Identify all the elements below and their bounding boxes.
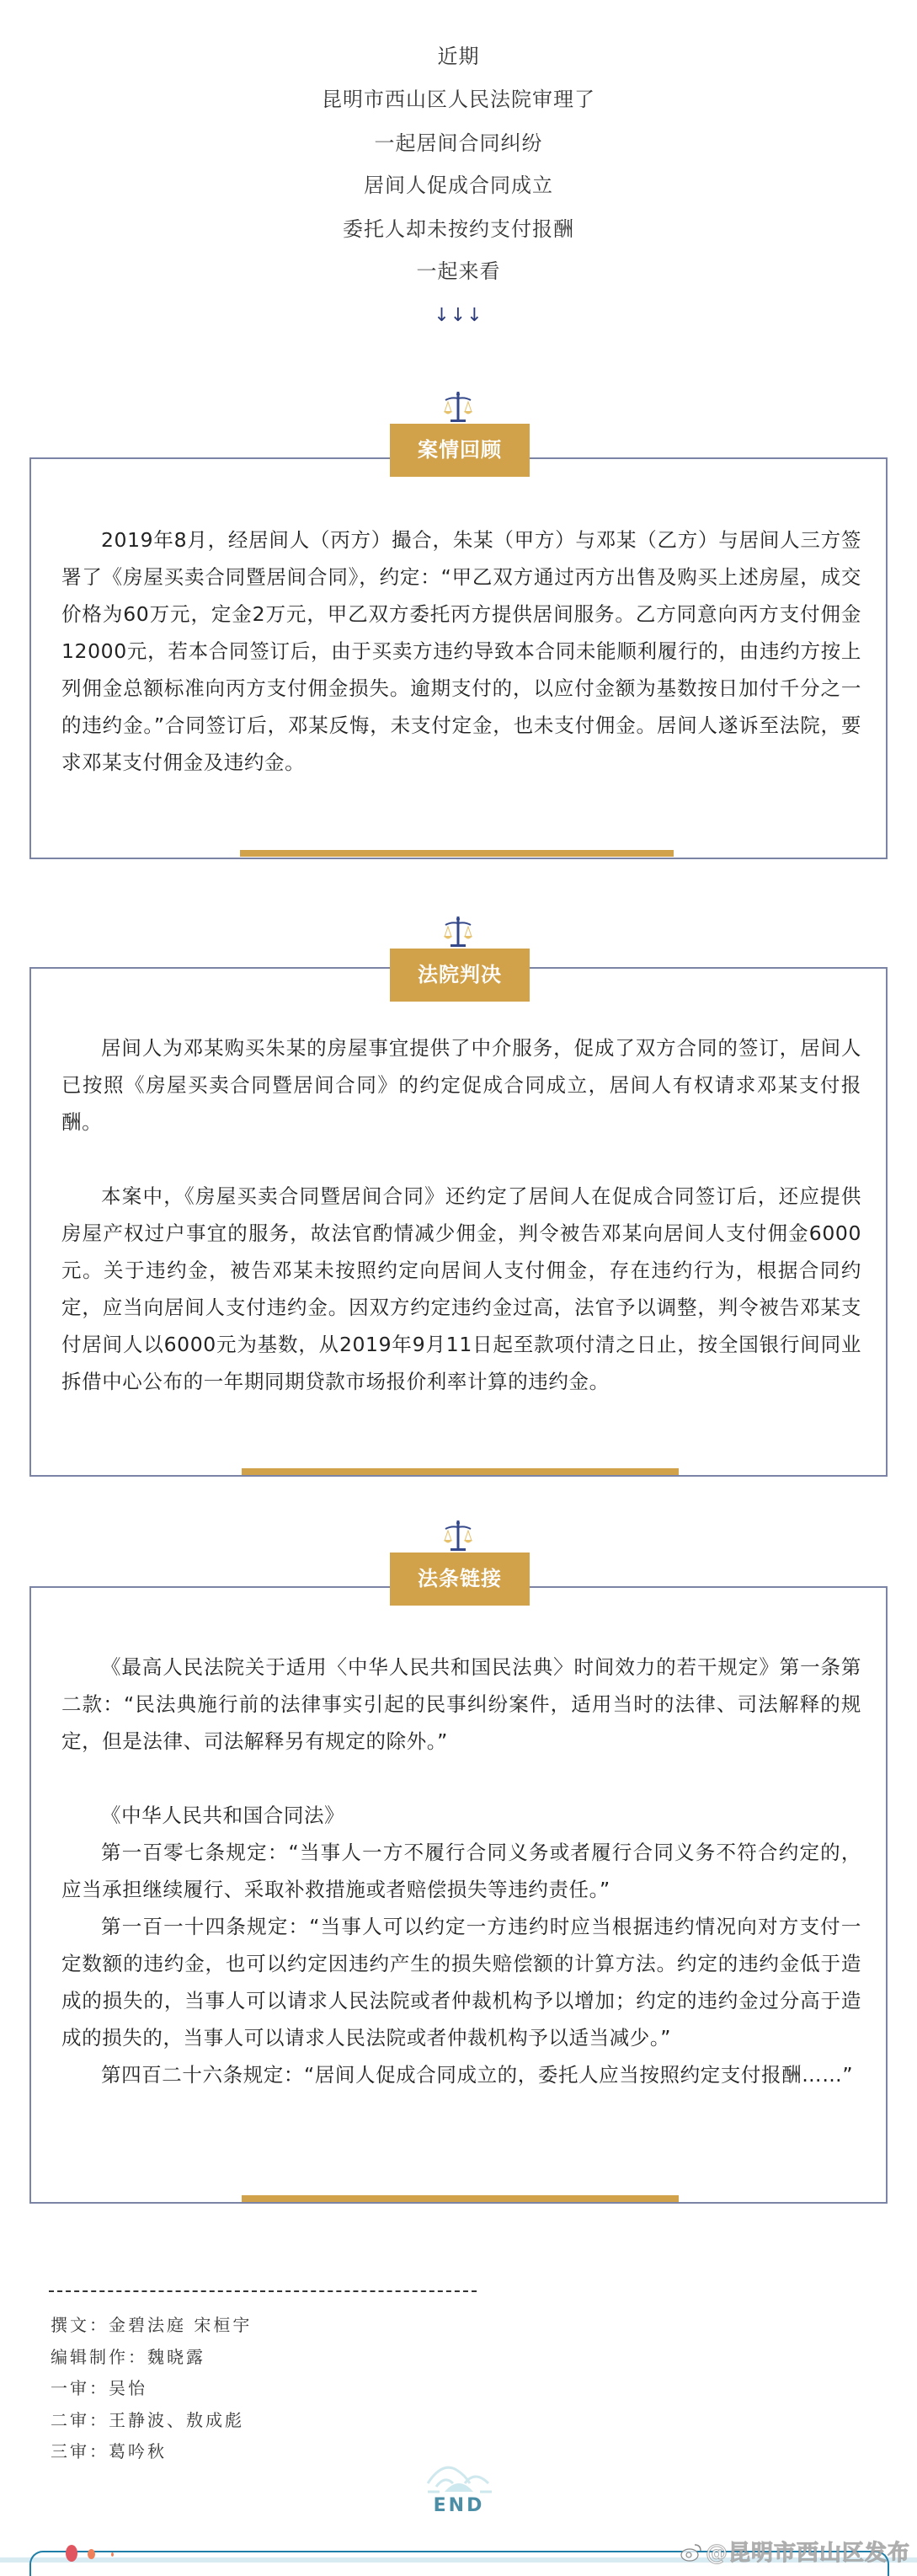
gold-bar bbox=[242, 2195, 679, 2202]
intro-line: 一起居间合同纠纷 bbox=[374, 131, 543, 155]
decor-dot-red bbox=[66, 2545, 77, 2562]
paragraph: 《中华人民共和国合同法》 bbox=[101, 1804, 345, 1827]
paragraph: 第一百一十四条规定：“当事人可以约定一方违约时应当根据违约情况向对方支付一定数额的违约金，也可以约定因违约产生的损失赔偿额的计算方法。约定的违约金低于造成的损失的，当事人可以请求人民法院或者仲裁机构予以增加；约定的违约金过分高于造成的损失的，当事人可以请求人民法院或者仲裁机构予以适当减少。” bbox=[61, 1915, 861, 2050]
gold-bar bbox=[242, 1468, 679, 1475]
section-body-legal-provisions bbox=[61, 1649, 861, 2093]
watermark-text: @昆明市西山区发布 bbox=[705, 2541, 910, 2566]
down-arrows-icon: ↓↓↓ bbox=[434, 305, 483, 326]
watermark bbox=[680, 2536, 910, 2567]
section-header-case-review: 案情回顾 bbox=[390, 424, 530, 477]
weibo-icon bbox=[680, 2542, 702, 2563]
section-body-court-judgment bbox=[61, 1029, 861, 1400]
intro-line: 居间人促成合同成立 bbox=[364, 174, 553, 197]
decor-dot-orange bbox=[88, 2549, 95, 2559]
intro-line: 委托人却未按约支付报酬 bbox=[343, 217, 574, 241]
paragraph: 居间人为邓某购买朱某的房屋事宜提供了中介服务，促成了双方合同的签订，居间人已按照《房屋买卖合同暨居间合同》的约定促成合同成立，居间人有权请求邓某支付报酬。 bbox=[61, 1036, 861, 1134]
paragraph: 2019年8月，经居间人（丙方）撮合，朱某（甲方）与邓某（乙方）与居间人三方签署了《房屋买卖合同暨居间合同》，约定：“甲乙双方通过丙方出售及购买上述房屋，成交价格为60万元，定金2万元，甲乙双方委托丙方提供居间服务。乙方同意向丙方支付佣金12000元，若本合同签订后，由于买卖方违约导致本合同未能顺利履行的，由违约方按上列佣金总额标准向丙方支付佣金损失。逾期支付的，以应付金额为基数按日加付千分之一的违约金。”合同签订后，邓某反悔，未支付定金，也未支付佣金。居间人遂诉至法院，要求邓某支付佣金及违约金。 bbox=[61, 528, 861, 774]
end-label: END bbox=[433, 2495, 485, 2516]
intro-line: 近期 bbox=[437, 45, 480, 68]
mountain-logo-icon bbox=[421, 2458, 497, 2495]
paragraph: 第一百零七条规定：“当事人一方不履行合同义务或者履行合同义务不符合约定的，应当承担继续履行、采取补救措施或者赔偿损失等违约责任。” bbox=[61, 1841, 861, 1901]
intro-line: 昆明市西山区人民法院审理了 bbox=[322, 88, 595, 111]
gold-bar bbox=[240, 850, 674, 857]
credit-first-review: 一审：吴怡 bbox=[51, 2378, 147, 2398]
section-header-legal-provisions: 法条链接 bbox=[390, 1553, 530, 1606]
scales-of-justice-icon bbox=[441, 390, 475, 424]
paragraph: 第四百二十六条规定：“居间人促成合同成立的，委托人应当按照约定支付报酬……” bbox=[101, 2063, 854, 2087]
intro-line: 一起来看 bbox=[416, 259, 501, 283]
decor-dot-small bbox=[111, 2552, 114, 2557]
paragraph: 本案中，《房屋买卖合同暨居间合同》还约定了居间人在促成合同签订后，还应提供房屋产权过户事宜的服务，故法官酌情减少佣金，判令被告邓某向居间人支付佣金6000元。关于违约金，被告邓某未按照约定向居间人支付佣金，存在违约行为，根据合同约定，应当向居间人支付违约金。因双方约定违约金过高，法官予以调整，判令被告邓某支付居间人以6000元为基数，从2019年9月11日起至款项付清之日止，按全国银行间同业拆借中心公布的一年期同期贷款市场报价利率计算的违约金。 bbox=[61, 1184, 861, 1393]
scales-of-justice-icon bbox=[441, 1519, 475, 1553]
dashed-divider bbox=[49, 2290, 477, 2292]
end-logo bbox=[421, 2458, 497, 2517]
scales-of-justice-icon bbox=[441, 915, 475, 949]
credit-author: 撰文：金碧法庭 宋桓宇 bbox=[51, 2315, 253, 2335]
credit-second-review: 二审：王静波、敖成彪 bbox=[51, 2409, 244, 2430]
section-header-court-judgment: 法院判决 bbox=[390, 949, 530, 1002]
credit-editor: 编辑制作：魏晓露 bbox=[51, 2346, 205, 2367]
section-body-case-review bbox=[61, 521, 861, 781]
credit-third-review: 三审：葛吟秋 bbox=[51, 2441, 167, 2461]
paragraph: 《最高人民法院关于适用〈中华人民共和国民法典〉时间效力的若干规定》第一条第二款：“民法典施行前的法律事实引起的民事纠纷案件，适用当时的法律、司法解释的规定，但是法律、司法解释另有规定的除外。” bbox=[61, 1655, 861, 1753]
credits bbox=[51, 2310, 252, 2468]
